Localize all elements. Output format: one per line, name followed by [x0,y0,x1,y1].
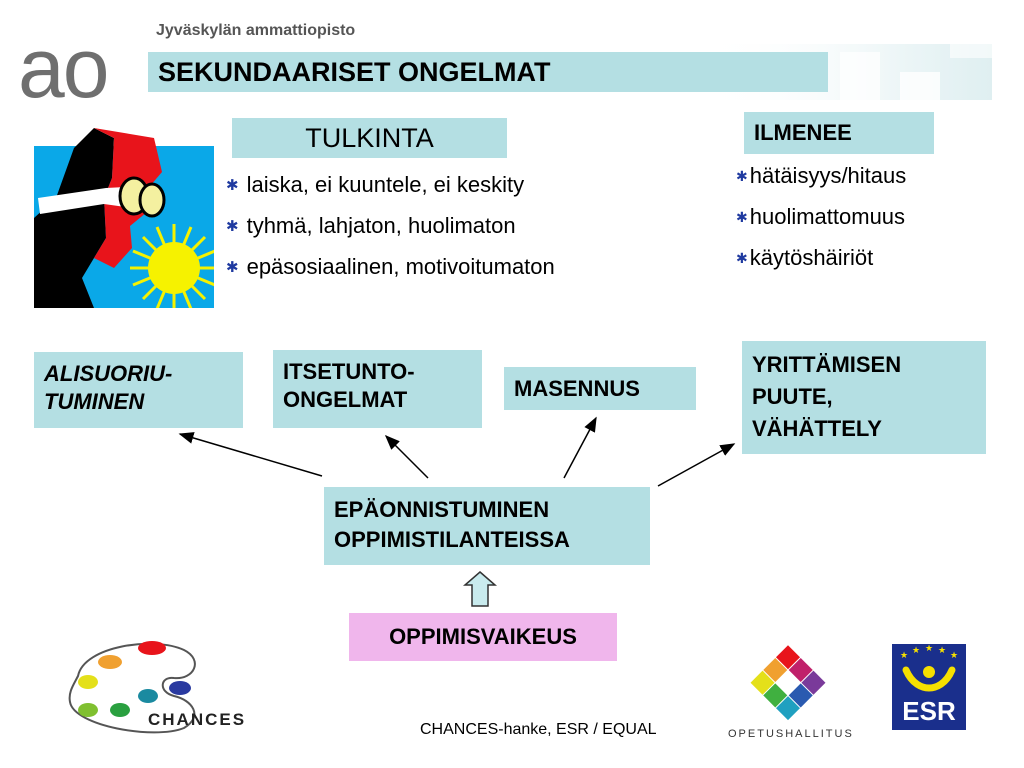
tulkinta-box [232,118,507,158]
alisuoriutuminen-box [34,352,243,428]
ilmenee-item-2: ✱huolimattomuus [736,204,906,229]
title-bar [148,52,828,92]
alisuoriutuminen-line-1: ALISUORIU- [44,361,173,386]
ao-logo [18,21,138,115]
yrittaminen-line-1: YRITTÄMISEN [752,352,902,377]
masennus-label: MASENNUS [514,376,640,401]
tulkinta-heading: TULKINTA [305,123,434,153]
center-box [324,487,650,565]
svg-text:★: ★ [938,645,947,655]
ao-logo-letters: ao [18,21,108,115]
svg-text:★: ★ [912,645,921,655]
masennus-box [504,367,696,410]
opetushallitus-logo [726,642,854,746]
ilmenee-box [744,112,934,154]
center-line-2: OPPIMISTILANTEISSA [334,527,570,552]
yrittaminen-line-2: PUUTE, [752,384,833,409]
bullet-icon: ✱ [226,177,239,194]
tulkinta-item-1: ✱ laiska, ei kuuntele, ei keskity [226,172,525,197]
alisuoriutuminen-line-2: TUMINEN [44,389,145,414]
svg-text:★: ★ [900,650,909,660]
arrow-to-alisuoriutuminen [180,434,322,476]
root-label: OPPIMISVAIKEUS [389,624,577,649]
arrow-to-masennus [564,418,596,478]
bullet-icon: ✱ [736,250,748,266]
tulkinta-item-3: ✱ epäsosiaalinen, motivoitumaton [226,254,555,279]
bullet-icon: ✱ [736,168,748,184]
up-arrow-icon [465,572,495,606]
bullet-icon: ✱ [226,218,239,235]
itsetunto-line-1: ITSETUNTO- [283,359,415,384]
yrittaminen-line-3: VÄHÄTTELY [752,416,882,441]
yrittaminen-box [742,341,986,454]
svg-text:★: ★ [950,650,959,660]
itsetunto-line-2: ONGELMAT [283,387,408,412]
esr-logo [892,644,966,730]
itsetunto-box [273,350,482,428]
org-name: Jyväskylän ammattiopisto [156,22,356,39]
chances-label: CHANCES [148,710,247,729]
svg-text:★: ★ [925,644,934,653]
esr-label: ESR [902,696,956,726]
chances-logo [64,636,274,736]
page-title: SEKUNDAARISET ONGELMAT [158,57,551,87]
arrow-to-yrittaminen [658,444,734,486]
ilmenee-item-3: ✱käytöshäiriöt [736,245,874,270]
face-illustration [34,128,214,308]
bullet-icon: ✱ [736,209,748,225]
footer-caption: CHANCES-hanke, ESR / EQUAL [420,721,657,738]
center-line-1: EPÄONNISTUMINEN [334,497,550,522]
arrow-to-itsetunto [386,436,428,478]
tulkinta-item-2: ✱ tyhmä, lahjaton, huolimaton [226,213,516,238]
bullet-icon: ✱ [226,259,239,276]
root-box [349,613,617,661]
ilmenee-item-1: ✱hätäisyys/hitaus [736,163,907,188]
ilmenee-heading: ILMENEE [754,120,852,145]
opetushallitus-label: OPETUSHALLITUS [728,728,854,740]
